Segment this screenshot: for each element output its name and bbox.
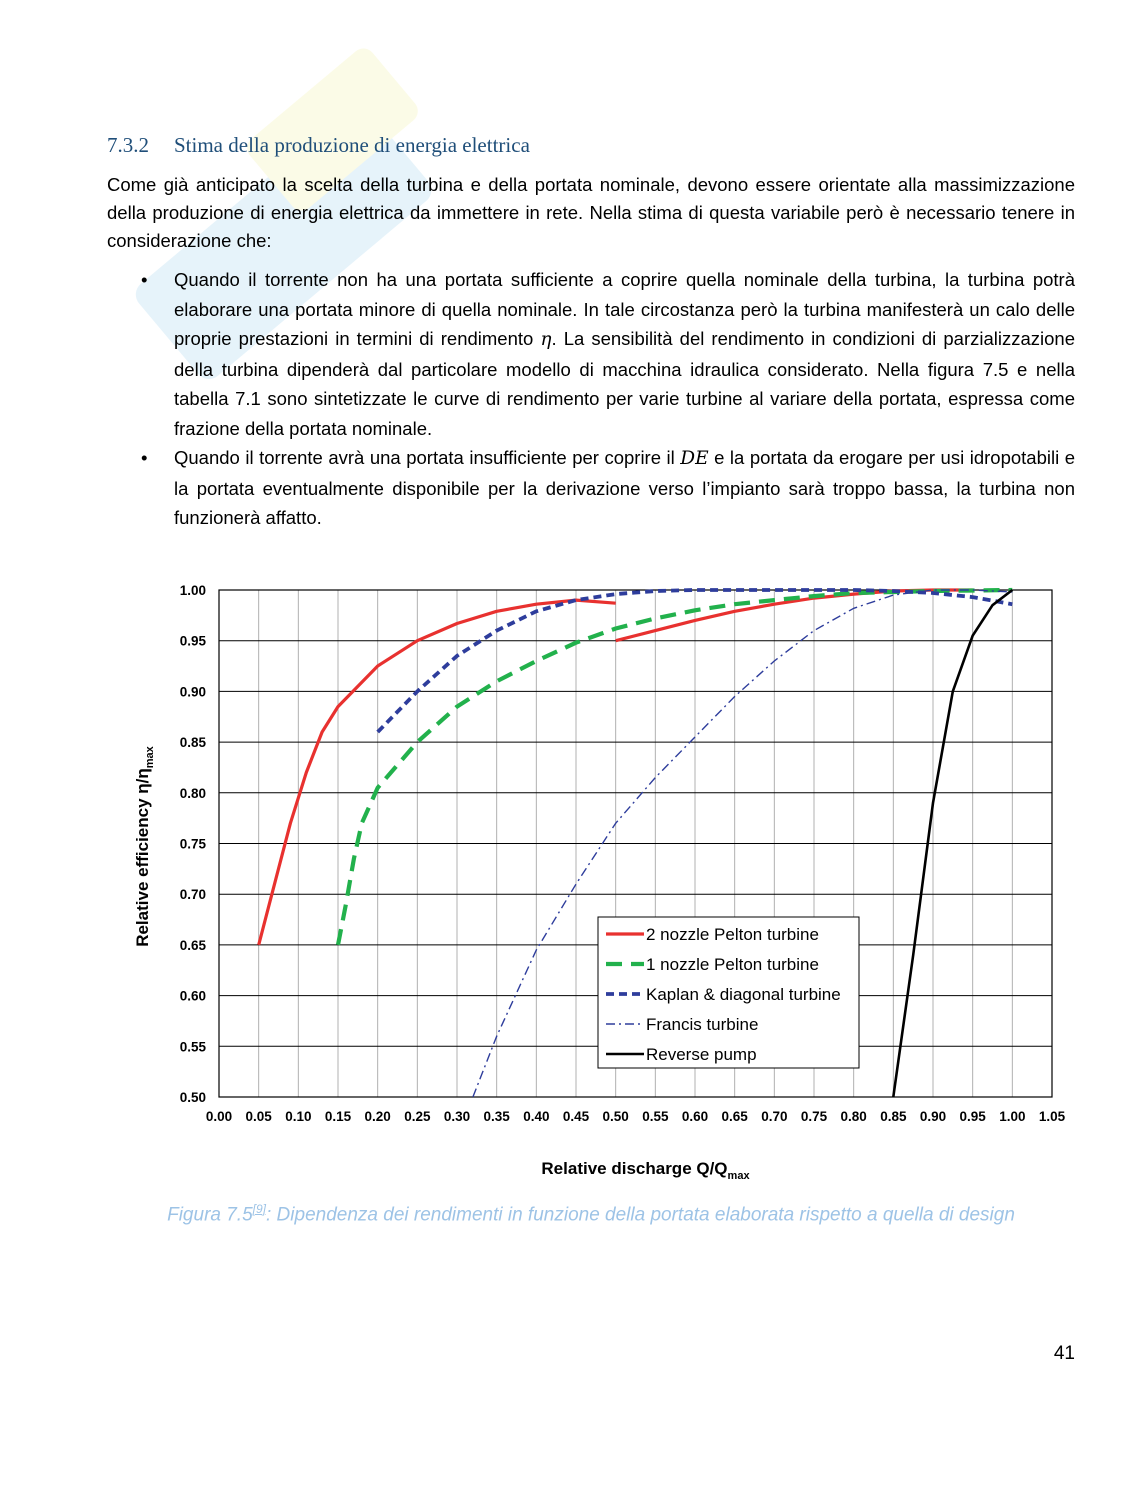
caption-reference-link[interactable]: [9] xyxy=(252,1202,266,1216)
legend-label: 1 nozzle Pelton turbine xyxy=(646,955,819,974)
y-tick-label: 0.80 xyxy=(179,785,206,801)
caption-text: : Dipendenza dei rendimenti in funzione della portata elaborata rispetto a quella di design xyxy=(266,1204,1015,1226)
x-tick-label: 0.60 xyxy=(681,1109,709,1124)
y-tick-label: 1.00 xyxy=(179,583,206,598)
x-tick-label: 0.30 xyxy=(443,1109,471,1124)
x-tick-label: 0.00 xyxy=(205,1109,233,1124)
bullet-item: • Quando il torrente non ha una portata sufficiente a coprire quella nominale della turbina, la turbina potrà elaborare una portata minore di quella nominale. In tale circostanza però la turbina manifesterà un calo delle proprie prestazioni in termini di rendimento η. La sensibilità del rendimento in condizioni di parzializzazione della turbina dipenderà dal particolare modello di macchina idraulica considerato. Nella figura 7.5 e nella tabella 7.1 sono sintetizzate le curve di rendimento per varie turbine al variare della portata, espressa come frazione della portata nominale. xyxy=(107,265,1075,443)
x-tick-label: 0.70 xyxy=(761,1109,788,1124)
y-tick-label: 0.95 xyxy=(179,633,206,649)
x-tick-label: 0.55 xyxy=(642,1109,669,1124)
x-tick-label: 0.20 xyxy=(364,1109,391,1124)
section-title: Stima della produzione di energia elettrica xyxy=(174,133,530,157)
x-tick-label: 0.65 xyxy=(721,1109,748,1124)
x-tick-label: 0.05 xyxy=(245,1109,272,1124)
legend-label: 2 nozzle Pelton turbine xyxy=(646,925,819,944)
y-tick-label: 0.60 xyxy=(179,988,206,1004)
x-tick-label: 0.10 xyxy=(285,1109,312,1124)
page-number: 41 xyxy=(1053,1343,1075,1364)
bullet-dot-icon: • xyxy=(141,447,148,468)
x-tick-label: 0.75 xyxy=(800,1109,828,1124)
math-symbol: η xyxy=(540,329,552,350)
caption-label: Figura 7.5 xyxy=(167,1204,253,1226)
x-tick-label: 1.00 xyxy=(999,1109,1026,1124)
intro-paragraph: Come già anticipato la scelta della turbina e della portata nominale, devono essere orientate alla massimizzazione della produzione di energia elettrica da immettere in rete. Nella stima di questa variabile però è necessario tenere in considerazione che: xyxy=(107,174,1075,251)
bullet-dot-icon: • xyxy=(141,269,148,290)
x-axis-label: Relative discharge $Q/Q_{max}$ xyxy=(541,1159,750,1182)
math-symbol: DE xyxy=(680,448,709,469)
y-tick-label: 0.75 xyxy=(179,836,206,852)
y-tick-label: 0.85 xyxy=(179,735,206,751)
y-axis-label: Relative efficiency $\eta/\eta_{max}$ xyxy=(133,746,156,947)
bullet-item: • Quando il torrente avrà una portata insufficiente per coprire il DE e la portata da erogare per usi idropotabili e la portata eventualmente disponibile per la derivazione verso l’impianto sarà troppo bassa, la turbina non funzionerà affatto. xyxy=(107,443,1075,533)
section-heading xyxy=(107,133,530,158)
x-tick-label: 0.35 xyxy=(483,1109,510,1124)
y-tick-label: 0.55 xyxy=(179,1039,206,1055)
x-tick-label: 0.25 xyxy=(404,1109,431,1124)
legend-label: Kaplan & diagonal turbine xyxy=(646,985,841,1004)
y-tick-label: 0.70 xyxy=(179,887,206,903)
x-tick-label: 0.80 xyxy=(840,1109,867,1124)
x-tick-label: 0.95 xyxy=(959,1109,986,1124)
x-tick-label: 0.50 xyxy=(602,1109,629,1124)
x-tick-label: 0.15 xyxy=(324,1109,352,1124)
x-tick-label: 0.40 xyxy=(523,1109,550,1124)
figure-caption xyxy=(0,1202,1148,1226)
y-tick-label: 0.65 xyxy=(179,937,206,953)
legend-label: Reverse pump xyxy=(646,1045,757,1064)
y-tick-label: 0.90 xyxy=(179,684,206,700)
x-tick-label: 0.85 xyxy=(880,1109,907,1124)
y-tick-label: 0.50 xyxy=(179,1090,206,1105)
efficiency-chart xyxy=(120,570,1080,1190)
bullet-list xyxy=(107,265,1075,533)
x-tick-label: 0.45 xyxy=(562,1109,590,1124)
section-number: 7.3.2 xyxy=(107,133,149,157)
legend-label: Francis turbine xyxy=(646,1015,759,1034)
x-tick-label: 0.90 xyxy=(919,1109,947,1124)
x-tick-label: 1.05 xyxy=(1038,1109,1066,1124)
